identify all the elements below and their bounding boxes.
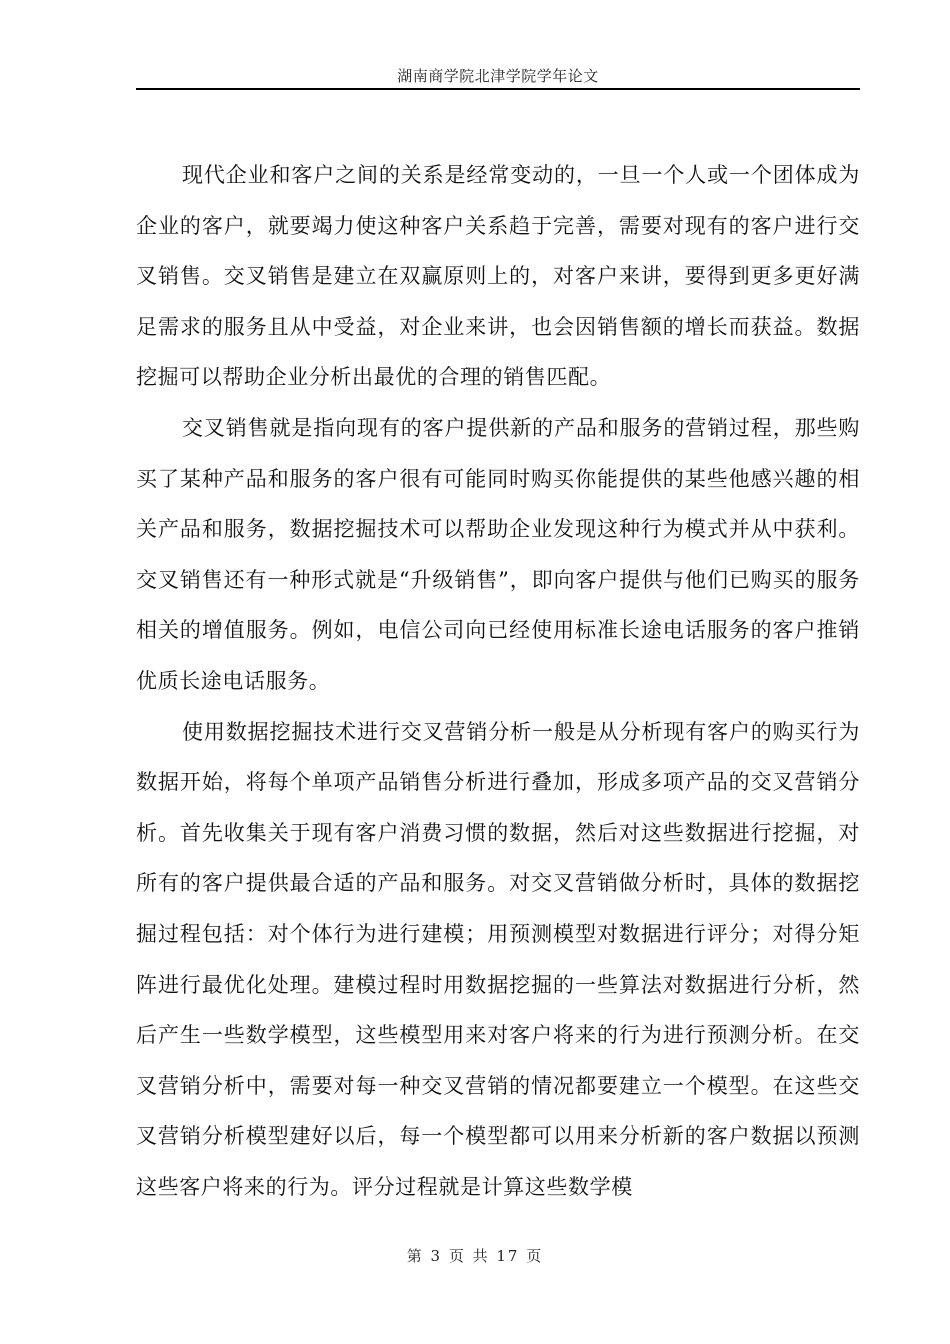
paragraph-1: 现代企业和客户之间的关系是经常变动的，一旦一个人或一个团体成为企业的客户，就要竭力使这种客户关系趋于完善，需要对现有的客户进行交叉销售。交叉销售是建立在双赢原则上的，对客户来讲，要得到更多更好满足需求的服务且从中受益，对企业来讲，也会因销售额的增长而获益。数据挖掘可以帮助企业分析出最优的合理的销售匹配。 <box>136 163 860 390</box>
page-header <box>136 66 860 90</box>
body-text <box>136 150 860 1212</box>
page-number: 第 3 页 共 17 页 <box>406 1247 544 1265</box>
paragraph-2: 交叉销售就是指向现有的客户提供新的产品和服务的营销过程，那些购买了某种产品和服务的客户很有可能同时购买你能提供的某些他感兴趣的相关产品和服务，数据挖掘技术可以帮助企业发现这种行为模式并从中获利。交叉销售还有一种形式就是“升级销售”，即向客户提供与他们已购买的服务相关的增值服务。例如，电信公司向已经使用标准长途电话服务的客户推销优质长途电话服务。 <box>136 415 860 693</box>
paragraph-3: 使用数据挖掘技术进行交叉营销分析一般是从分析现有客户的购买行为数据开始，将每个单项产品销售分析进行叠加，形成多项产品的交叉营销分析。首先收集关于现有客户消费习惯的数据，然后对这些数据进行挖掘，对所有的客户提供最合适的产品和服务。对交叉营销做分析时，具体的数据挖掘过程包括：对个体行为进行建模；用预测模型对数据进行评分；对得分矩阵进行最优化处理。建模过程时用数据挖掘的一些算法对数据进行分析，然后产生一些数学模型，这些模型用来对客户将来的行为进行预测分析。在交叉营销分析中，需要对每一种交叉营销的情况都要建立一个模型。在这些交叉营销分析模型建好以后，每一个模型都可以用来分析新的客户数据以预测这些客户将来的行为。评分过程就是计算这些数学模 <box>136 719 860 1199</box>
header-rule <box>136 88 860 90</box>
header-title: 湖南商学院北津学院学年论文 <box>397 67 599 85</box>
